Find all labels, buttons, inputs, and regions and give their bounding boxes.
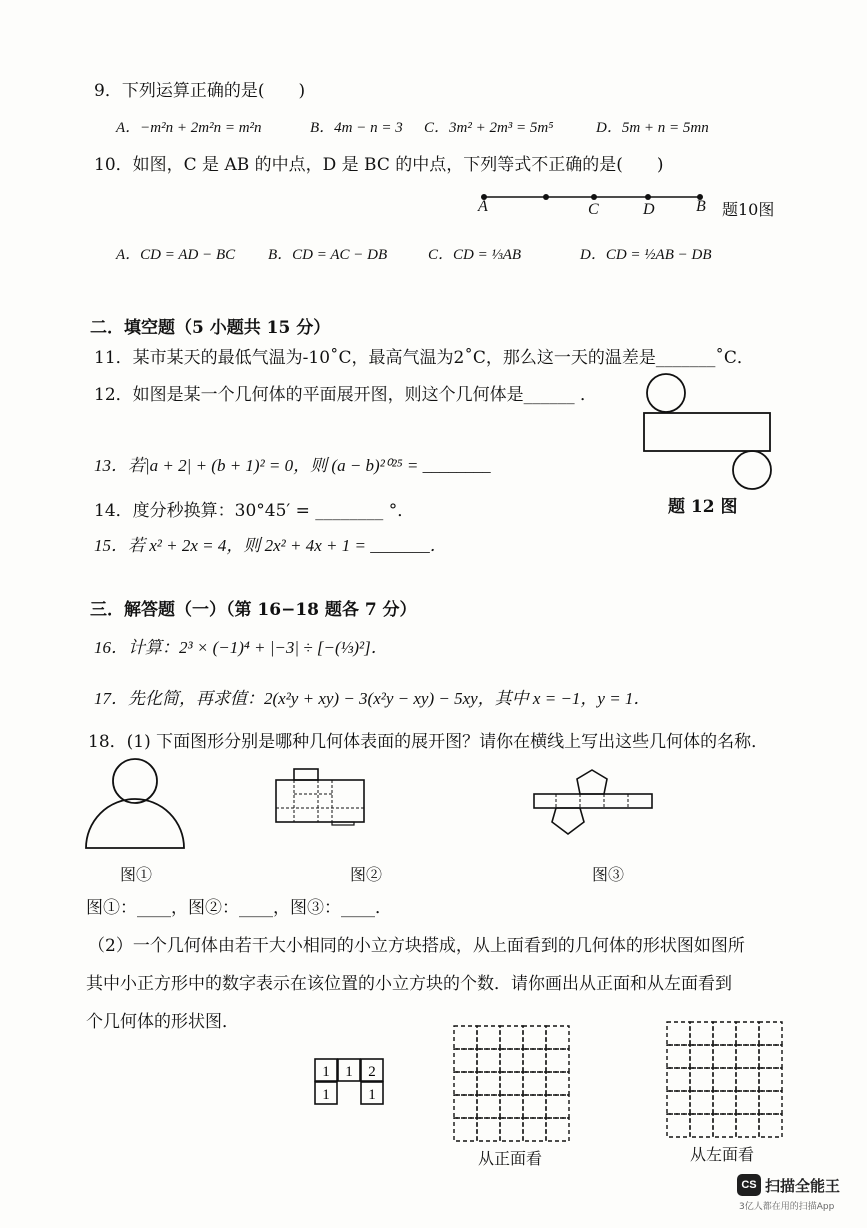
grid-cell [667,1045,690,1068]
q10-option-d: D．CD = ½AB − DB [580,247,712,263]
grid-cell [690,1114,713,1137]
grid-cell [546,1026,569,1049]
grid-cell [667,1114,690,1137]
bottom-circle [733,451,771,489]
grid-cell [477,1072,500,1095]
scanner-app-tagline: 3亿人都在用的扫描App [739,1202,835,1212]
grid-cell [454,1026,477,1049]
q9-option-a: A．−m²n + 2m²n = m²n [116,120,262,136]
grid-cell [736,1114,759,1137]
q11-text: 11．某市某天的最低气温为-10˚C，最高气温为2˚C，那么这一天的温差是_______˚C． [94,348,754,368]
grid-cell [690,1068,713,1091]
front-view-dashed-grid [452,1024,570,1142]
grid-cell [523,1026,546,1049]
q17-text: 17．先化简，再求值：2(x²y + xy) − 3(x²y − xy) − 5xy，其中 x = −1，y = 1． [94,689,651,708]
grid-cell [454,1118,477,1141]
q18-part2-line1: （2）一个几何体由若干大小相同的小立方块搭成，从上面看到的几何体的形状图如图所 [88,936,745,956]
section-3-title: 三．解答题（一）（第 16−18 题各 7 分） [90,600,417,620]
side-rectangle [644,413,770,451]
top-view-count: 1 [322,1087,330,1103]
grid-cell [713,1022,736,1045]
point-unlabeled [543,194,549,200]
q12-text: 12．如图是某一个几何体的平面展开图，则这个几何体是______ ． [94,385,598,405]
grid-cell [713,1045,736,1068]
point-d [645,194,651,200]
figure-1-caption: 图① [120,865,153,884]
front-view-caption: 从正面看 [478,1149,543,1168]
grid-cell [546,1095,569,1118]
point-label-c: C [588,201,599,218]
figure-3-caption: 图③ [592,865,625,884]
prism-bottom-pentagon [552,808,584,834]
grid-cell [477,1095,500,1118]
grid-cell [690,1091,713,1114]
cuboid-net-outline [276,780,364,822]
left-view-dashed-grid [665,1020,783,1138]
grid-cell [523,1049,546,1072]
q10-option-b: B．CD = AC − DB [268,247,388,263]
top-view-count: 1 [368,1087,376,1103]
point-label-b: B [696,198,706,215]
cone-base-circle [113,759,157,803]
grid-cell [759,1091,782,1114]
grid-cell [690,1045,713,1068]
top-view-count: 2 [368,1064,376,1080]
q10-figure-caption: 题10图 [722,200,775,219]
grid-cell [523,1072,546,1095]
grid-cell [736,1045,759,1068]
q18-part1-answers: 图①：____，图②：____，图③：____． [86,898,392,918]
grid-cell [713,1114,736,1137]
q12-cylinder-net-figure [638,372,778,492]
grid-cell [667,1022,690,1045]
grid-cell [523,1095,546,1118]
q18-part1-text: 18．(1) 下面图形分别是哪种几何体表面的展开图？请你在横线上写出这些几何体的名称． [88,732,769,752]
cone-lateral-sector [86,799,184,848]
q10-option-c: C．CD = ⅓AB [428,247,522,263]
grid-cell [546,1072,569,1095]
grid-cell [477,1118,500,1141]
q9-stem: 9．下列运算正确的是( ) [94,81,306,101]
grid-cell [500,1026,523,1049]
q10-option-a: A．CD = AD − BC [116,247,236,263]
q18-part2-line2: 其中小正方形中的数字表示在该位置的小立方块的个数．请你画出从正面和从左面看到 [86,974,732,994]
grid-cell [500,1072,523,1095]
grid-cell [523,1118,546,1141]
grid-cell [759,1022,782,1045]
scanner-watermark [737,1174,847,1214]
top-circle [647,374,685,412]
q12-figure-caption: 题 12 图 [668,497,738,517]
q13-text: 13．若|a + 2| + (b + 1)² = 0，则 (a − b)²⁰²⁵ = ________ [94,456,491,475]
grid-cell [713,1091,736,1114]
top-view-count: 1 [345,1064,353,1080]
cuboid-bottom-flap [332,822,354,825]
cone-net-figure [84,758,186,852]
top-view-count: 1 [322,1064,330,1080]
grid-cell [736,1091,759,1114]
grid-cell [667,1091,690,1114]
grid-cell [759,1114,782,1137]
q9-option-b: B．4m − n = 3 [310,120,403,136]
pentagonal-prism-net-figure [532,768,656,838]
point-c [591,194,597,200]
top-view-figure [314,1058,386,1108]
grid-cell [546,1118,569,1141]
figure-2-caption: 图② [350,865,383,884]
grid-cell [759,1045,782,1068]
scanner-app-name: 扫描全能王 [765,1177,841,1195]
q15-text: 15．若 x² + 2x = 4，则 2x² + 4x + 1 = _______． [94,536,447,555]
grid-cell [477,1049,500,1072]
cuboid-net-figure [274,768,368,826]
q9-option-c: C．3m² + 2m³ = 5m⁵ [424,120,554,136]
prism-top-pentagon [577,770,607,794]
cuboid-top-flap [294,769,318,780]
q16-text: 16．计算：2³ × (−1)⁴ + |−3| ÷ [−(⅓)²]． [94,638,388,657]
grid-cell [500,1118,523,1141]
point-label-d: D [643,201,655,218]
grid-cell [736,1068,759,1091]
grid-cell [454,1072,477,1095]
grid-cell [690,1022,713,1045]
grid-cell [454,1049,477,1072]
q9-option-d: D．5m + n = 5mn [596,120,709,136]
q18-part2-line3: 个几何体的形状图． [86,1012,239,1032]
section-2-title: 二．填空题（5 小题共 15 分） [90,318,331,338]
cs-logo-icon: CS [737,1174,761,1196]
grid-cell [759,1068,782,1091]
q14-text: 14．度分秒换算：30°45′ = ________ °． [94,501,415,521]
grid-cell [500,1095,523,1118]
grid-cell [667,1068,690,1091]
grid-cell [736,1022,759,1045]
grid-cell [713,1068,736,1091]
point-label-a: A [478,198,488,215]
q10-stem: 10．如图，C 是 AB 的中点，D 是 BC 的中点，下列等式不正确的是( ) [94,155,664,175]
grid-cell [500,1049,523,1072]
prism-lateral-strip [534,794,652,808]
left-view-caption: 从左面看 [690,1145,755,1164]
grid-cell [477,1026,500,1049]
grid-cell [546,1049,569,1072]
grid-cell [454,1095,477,1118]
